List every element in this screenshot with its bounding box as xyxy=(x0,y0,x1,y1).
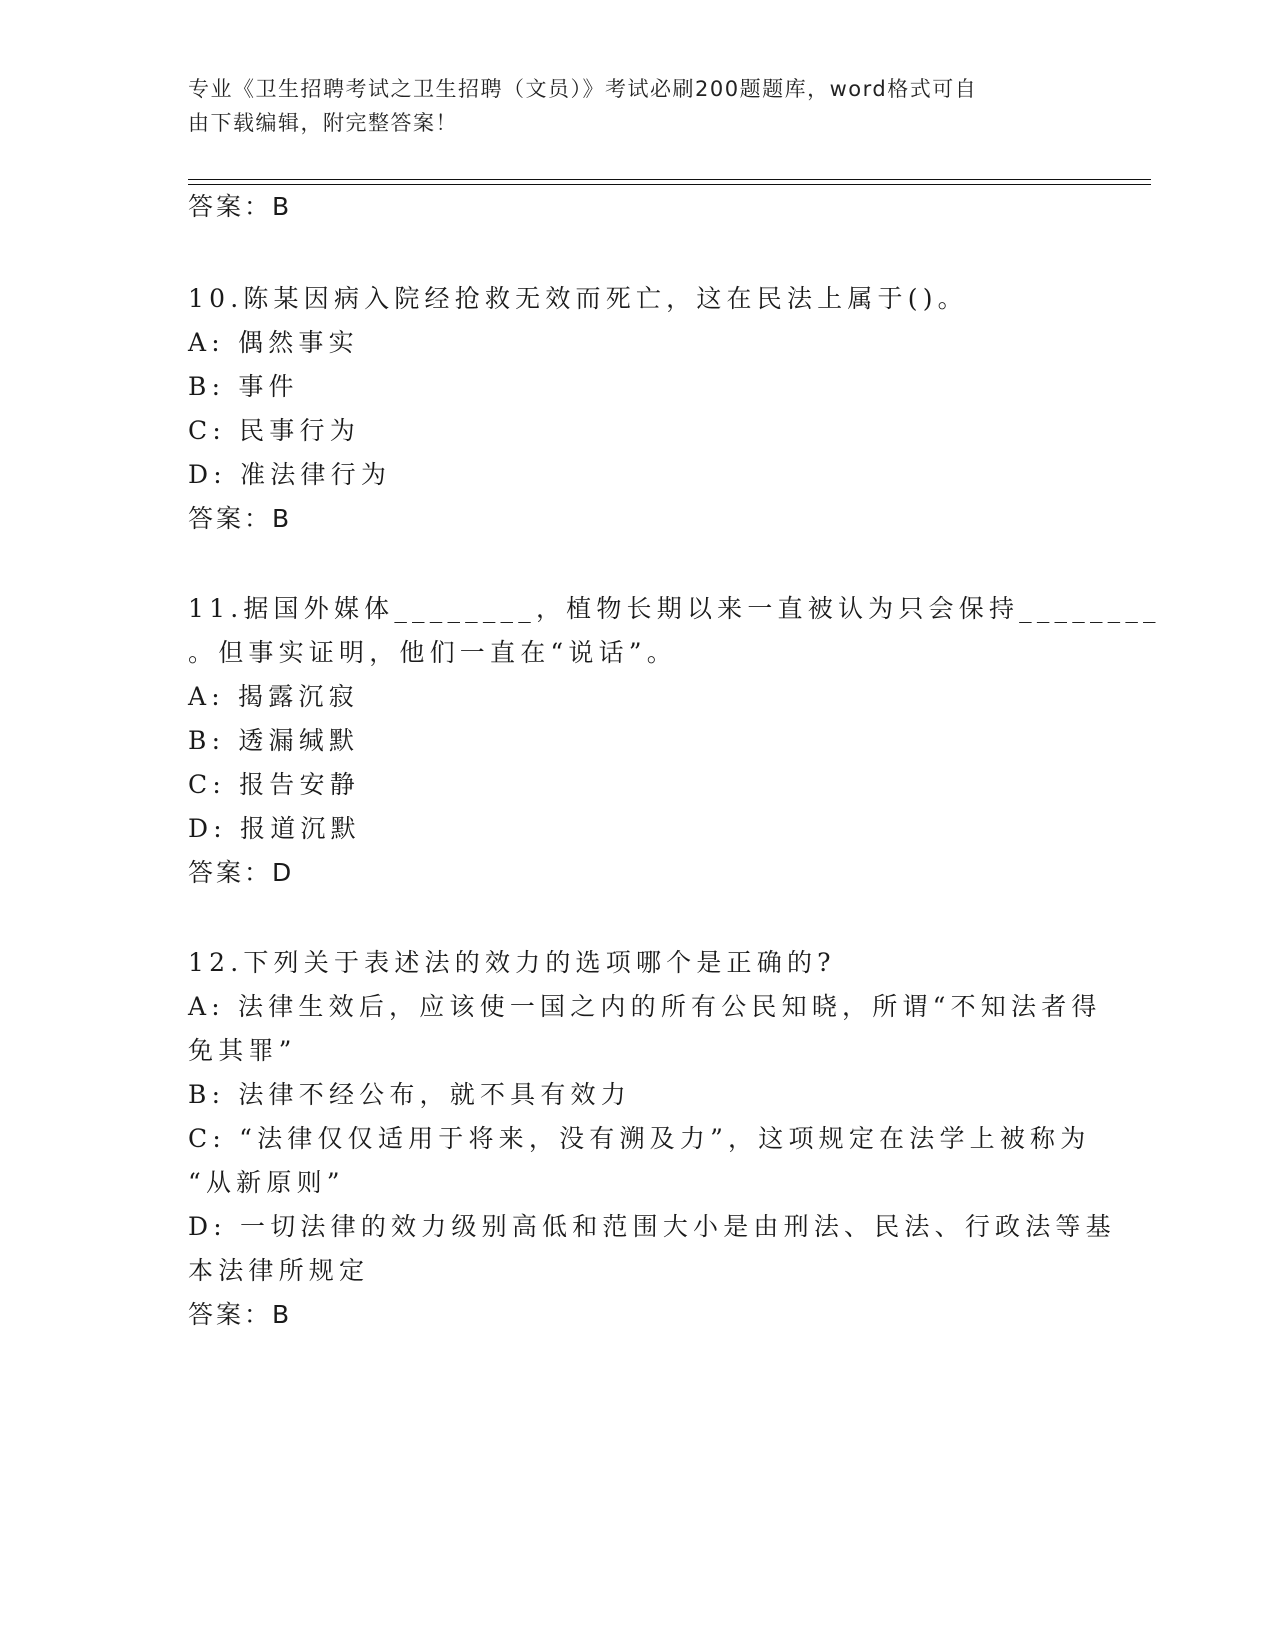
document-header xyxy=(188,72,1068,140)
header-rule-top xyxy=(188,179,1151,180)
option-b: B: 法律不经公布，就不具有效力 xyxy=(188,1080,631,1109)
question-stem: 12.下列关于表述法的效力的选项哪个是正确的? xyxy=(188,948,836,977)
option-a: A: 偶然事实 xyxy=(188,328,359,357)
answer: 答案：D xyxy=(188,858,295,887)
option-c: C: 民事行为 xyxy=(188,416,360,445)
question-stem-line-2: 。但事实证明，他们一直在“说话”。 xyxy=(188,638,677,667)
option-c-line-1: C: “法律仅仅适用于将来，没有溯及力”，这项规定在法学上被称为 xyxy=(188,1124,1091,1153)
header-line-1: 专业《卫生招聘考试之卫生招聘（文员）》考试必刷200题题库，word格式可自 xyxy=(188,77,978,101)
option-a: A: 揭露沉寂 xyxy=(188,682,359,711)
option-b: B: 透漏缄默 xyxy=(188,726,360,755)
header-line-2: 由下载编辑，附完整答案！ xyxy=(188,111,458,135)
option-b: B: 事件 xyxy=(188,372,299,401)
option-c: C: 报告安静 xyxy=(188,770,360,799)
option-d: D: 准法律行为 xyxy=(188,460,392,489)
question-stem: 10.陈某因病入院经抢救无效而死亡，这在民法上属于()。 xyxy=(188,284,968,313)
header-rule-bottom xyxy=(188,184,1151,185)
question-stem-line-1: 11.据国外媒体________，植物长期以来一直被认为只会保持________ xyxy=(188,594,1161,623)
option-c-line-2: “从新原则” xyxy=(188,1168,345,1197)
answer: 答案：B xyxy=(188,1300,293,1329)
answer-previous: 答案：B xyxy=(188,192,293,221)
answer: 答案：B xyxy=(188,504,293,533)
option-d-line-1: D: 一切法律的效力级别高低和范围大小是由刑法、民法、行政法等基 xyxy=(188,1212,1116,1241)
option-d: D: 报道沉默 xyxy=(188,814,361,843)
option-a-line-1: A: 法律生效后，应该使一国之内的所有公民知晓，所谓“不知法者得 xyxy=(188,992,1102,1021)
option-d-line-2: 本法律所规定 xyxy=(188,1256,370,1285)
option-a-line-2: 免其罪” xyxy=(188,1036,297,1065)
